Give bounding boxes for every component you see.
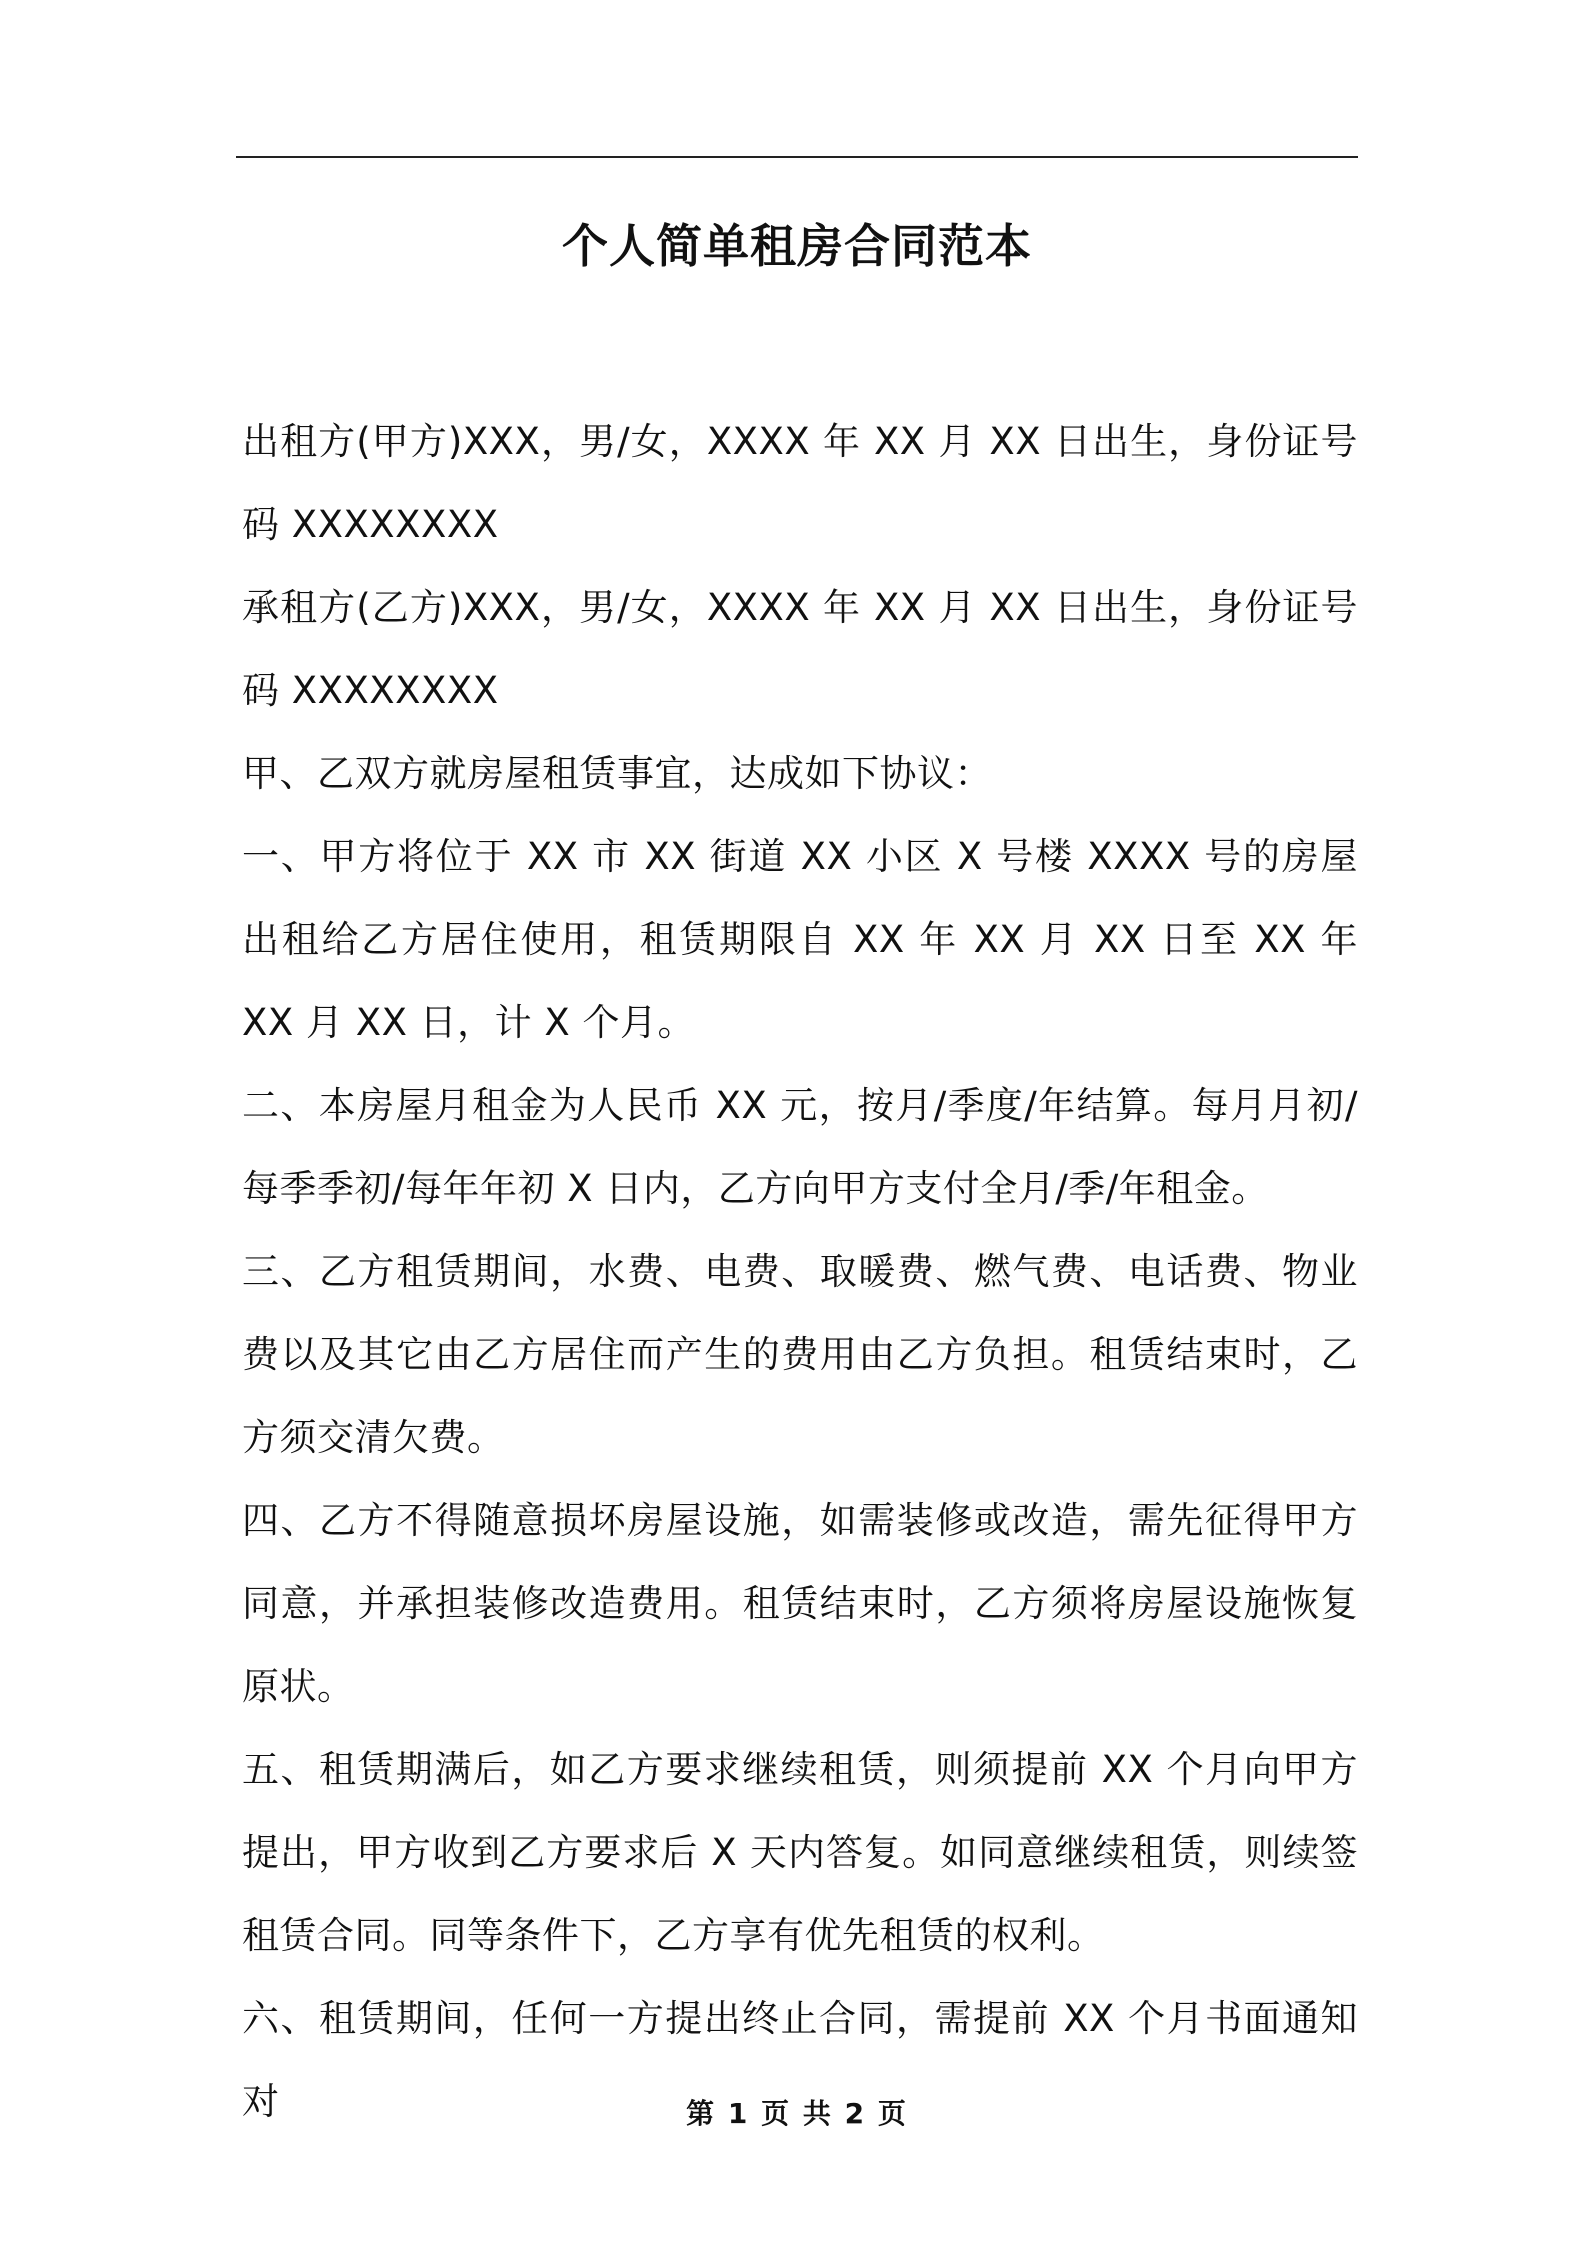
party-b-paragraph: 承租方(乙方)XXX，男/女，XXXX 年 XX 月 XX 日出生，身份证号码 XXXXXXXX [242,586,1358,712]
document-title: 个人简单租房合同范本 [562,219,1032,273]
party-a-paragraph: 出租方(甲方)XXX，男/女，XXXX 年 XX 月 XX 日出生，身份证号码 XXXXXXXX [242,420,1358,546]
contract-body [242,400,1358,2143]
clause-3-paragraph: 三、乙方租赁期间，水费、电费、取暖费、燃气费、电话费、物业费以及其它由乙方居住而产生的费用由乙方负担。租赁结束时，乙方须交清欠费。 [242,1250,1358,1459]
clause-2-paragraph: 二、本房屋月租金为人民币 XX 元，按月/季度/年结算。每月月初/每季季初/每年年初 X 日内，乙方向甲方支付全月/季/年租金。 [242,1084,1358,1210]
clause-6-paragraph: 六、租赁期间，任何一方提出终止合同，需提前 XX 个月书面通知对 [242,1997,1358,2123]
clause-5-paragraph: 五、租赁期满后，如乙方要求继续租赁，则须提前 XX 个月向甲方提出，甲方收到乙方要求后 X 天内答复。如同意继续租赁，则续签租赁合同。同等条件下，乙方享有优先租赁的权利。 [242,1748,1358,1957]
agreement-intro-paragraph: 甲、乙双方就房屋租赁事宜，达成如下协议： [242,752,992,795]
header-divider [236,156,1358,158]
clause-1-paragraph: 一、甲方将位于 XX 市 XX 街道 XX 小区 X 号楼 XXXX 号的房屋出租给乙方居住使用，租赁期限自 XX 年 XX 月 XX 日至 XX 年 XX 月 XX 日，计 X 个月。 [242,835,1358,1044]
clause-4-paragraph: 四、乙方不得随意损坏房屋设施，如需装修或改造，需先征得甲方同意，并承担装修改造费用。租赁结束时，乙方须将房屋设施恢复原状。 [242,1499,1358,1708]
page-number-footer: 第 1 页 共 2 页 [686,2097,908,2130]
